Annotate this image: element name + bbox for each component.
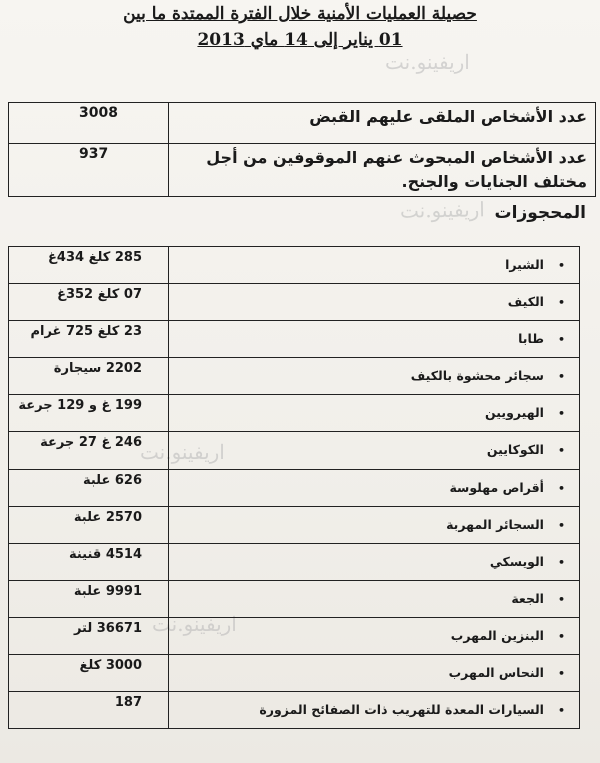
item-name-cell bbox=[169, 692, 580, 729]
item-name-cell bbox=[169, 655, 580, 692]
item-name: السجائر المهربة bbox=[446, 516, 544, 532]
bullet-icon: • bbox=[557, 629, 565, 643]
item-name: الويسكي bbox=[489, 553, 544, 569]
table-row bbox=[9, 284, 580, 321]
item-quantity: 626 علبة bbox=[9, 469, 169, 506]
item-name: النحاس المهرب bbox=[448, 665, 544, 681]
item-name: الشيرا bbox=[505, 257, 544, 272]
document-title: حصيلة العمليات الأمنية خلال الفترة الممتدة ما بين bbox=[123, 4, 477, 24]
table-row bbox=[9, 655, 580, 692]
table-row bbox=[9, 144, 596, 197]
item-name-cell bbox=[169, 358, 580, 395]
item-quantity: 2202 سيجارة bbox=[9, 358, 169, 395]
item-name: أقراص مهلوسة bbox=[449, 479, 544, 495]
seized-heading: المحجوزات bbox=[494, 203, 586, 223]
bullet-icon: • bbox=[557, 592, 565, 606]
bullet-icon: • bbox=[557, 370, 565, 384]
table-row bbox=[9, 358, 580, 395]
item-name-cell bbox=[169, 321, 580, 358]
item-quantity: 199 غ و 129 جرعة bbox=[9, 395, 169, 432]
summary-label: عدد الأشخاص الملقى عليهم القبض bbox=[169, 103, 596, 144]
watermark: اريفينو.نت bbox=[140, 440, 225, 464]
bullet-icon: • bbox=[557, 704, 565, 718]
item-quantity: 246 غ 27 جرعة bbox=[9, 432, 169, 469]
item-quantity: 23 كلغ 725 غرام bbox=[9, 321, 169, 358]
summary-table bbox=[8, 102, 596, 197]
summary-value: 3008 bbox=[9, 103, 169, 144]
item-name: الكيف bbox=[507, 294, 544, 310]
document-period: 01 يناير إلى 14 ماي 2013 bbox=[197, 30, 403, 50]
item-name-cell bbox=[169, 432, 580, 469]
bullet-icon: • bbox=[557, 555, 565, 569]
item-name: الجعة bbox=[511, 590, 544, 606]
item-name: الكوكايين bbox=[486, 442, 544, 458]
bullet-icon: • bbox=[557, 518, 565, 532]
item-quantity: 285 كلغ 434غ bbox=[9, 247, 169, 284]
table-row bbox=[9, 506, 580, 543]
watermark: اريفينو.نت bbox=[399, 197, 486, 223]
summary-label: عدد الأشخاص المبحوث عنهم الموقوفين من أجل مختلف الجنايات والجنح. bbox=[169, 144, 596, 197]
item-quantity: 36671 لتر bbox=[9, 617, 169, 654]
bullet-icon: • bbox=[557, 444, 565, 458]
bullet-icon: • bbox=[557, 407, 565, 421]
item-name-cell bbox=[169, 247, 580, 284]
item-name-cell bbox=[169, 617, 580, 654]
item-name-cell bbox=[169, 284, 580, 321]
seized-items-table bbox=[8, 246, 580, 729]
item-name-cell bbox=[169, 580, 580, 617]
item-quantity: 07 كلغ 352غ bbox=[9, 284, 169, 321]
table-row bbox=[9, 692, 580, 729]
item-name-cell bbox=[169, 543, 580, 580]
item-name-cell bbox=[169, 469, 580, 506]
table-row bbox=[9, 395, 580, 432]
table-row bbox=[9, 580, 580, 617]
watermark: اريفينو.نت bbox=[385, 50, 470, 74]
item-name: البنزين المهرب bbox=[450, 627, 544, 643]
summary-value: 937 bbox=[9, 144, 169, 197]
table-row bbox=[9, 617, 580, 654]
item-quantity: 9991 علبة bbox=[9, 580, 169, 617]
item-quantity: 3000 كلغ bbox=[9, 655, 169, 692]
table-row bbox=[9, 103, 596, 144]
bullet-icon: • bbox=[557, 333, 565, 347]
item-quantity: 4514 قنينة bbox=[9, 543, 169, 580]
item-name: طابا bbox=[518, 331, 544, 347]
item-name-cell bbox=[169, 506, 580, 543]
item-name: السيارات المعدة للتهريب ذات الصفائح المزورة bbox=[259, 702, 544, 718]
item-name-cell bbox=[169, 395, 580, 432]
bullet-icon: • bbox=[557, 259, 565, 272]
table-row bbox=[9, 321, 580, 358]
table-row bbox=[9, 247, 580, 284]
bullet-icon: • bbox=[557, 296, 565, 310]
table-row bbox=[9, 432, 580, 469]
item-quantity: 187 bbox=[9, 692, 169, 729]
item-name: الهيرويين bbox=[485, 405, 544, 421]
bullet-icon: • bbox=[557, 481, 565, 495]
table-row bbox=[9, 543, 580, 580]
watermark: اريفينو.نت bbox=[152, 612, 237, 636]
table-row bbox=[9, 469, 580, 506]
item-quantity: 2570 علبة bbox=[9, 506, 169, 543]
bullet-icon: • bbox=[557, 667, 565, 681]
item-name: سجائر محشوة بالكيف bbox=[410, 368, 544, 384]
